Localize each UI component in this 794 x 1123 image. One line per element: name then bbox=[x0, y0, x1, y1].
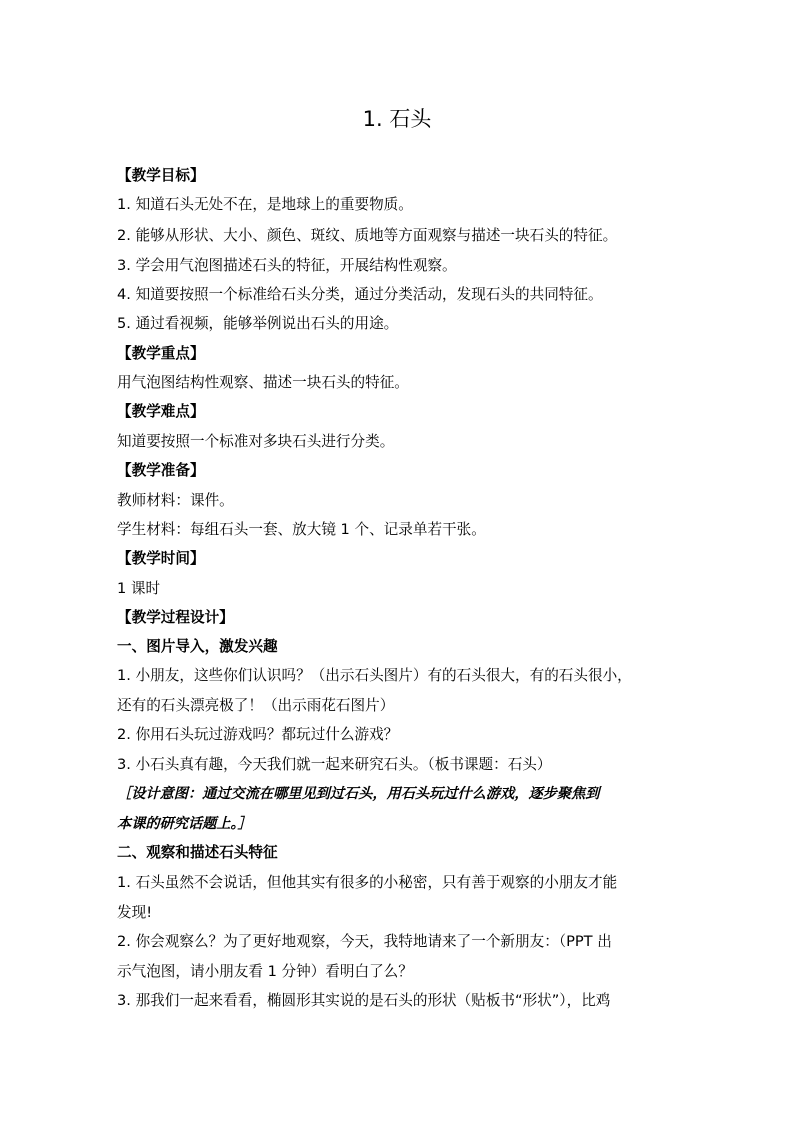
part1-heading: 一、图片导入，激发兴趣 bbox=[117, 638, 278, 655]
design-note-line-2: 本课的研究话题上。］ bbox=[117, 816, 252, 832]
page-title: 1. 石头 bbox=[362, 107, 432, 131]
part1-line-2: 还有的石头漂亮极了！（出示雨花石图片） bbox=[117, 697, 395, 714]
time-text: 1 课时 bbox=[117, 580, 161, 597]
part1-line-1: 1. 小朋友，这些你们认识吗？（出示石头图片）有的石头很大，有的石头很小， bbox=[117, 667, 632, 684]
part1-line-4: 3. 小石头真有趣，今天我们就一起来研究石头。（板书课题：石头） bbox=[117, 756, 552, 773]
prep-heading: 【教学准备】 bbox=[117, 462, 205, 479]
goal-item-3: 3. 学会用气泡图描述石头的特征，开展结构性观察。 bbox=[117, 257, 457, 274]
key-text: 用气泡图结构性观察、描述一块石头的特征。 bbox=[117, 374, 409, 391]
prep-student: 学生材料：每组石头一套、放大镜 1 个、记录单若干张。 bbox=[117, 521, 486, 538]
goal-item-2: 2. 能够从形状、大小、颜色、斑纹、质地等方面观察与描述一块石头的特征。 bbox=[117, 227, 618, 244]
goal-item-5: 5. 通过看视频，能够举例说出石头的用途。 bbox=[117, 315, 399, 332]
goals-heading: 【教学目标】 bbox=[117, 167, 205, 184]
key-heading: 【教学重点】 bbox=[117, 345, 205, 362]
part2-heading: 二、观察和描述石头特征 bbox=[117, 844, 278, 861]
part2-line-5: 3. 那我们一起来看看，椭圆形其实说的是石头的形状（贴板书“形状”），比鸡 bbox=[117, 992, 611, 1009]
process-heading: 【教学过程设计】 bbox=[117, 609, 234, 626]
part2-line-4: 示气泡图，请小朋友看 1 分钟）看明白了么？ bbox=[117, 963, 413, 980]
goal-item-4: 4. 知道要按照一个标准给石头分类，通过分类活动，发现石头的共同特征。 bbox=[117, 286, 603, 303]
part2-line-3: 2. 你会观察么？为了更好地观察，今天，我特地请来了一个新朋友：（PPT 出 bbox=[117, 933, 612, 950]
design-note-line-1: ［设计意图：通过交流在哪里见到过石头，用石头玩过什么游戏，逐步聚焦到 bbox=[117, 786, 600, 802]
difficulty-heading: 【教学难点】 bbox=[117, 403, 205, 420]
time-heading: 【教学时间】 bbox=[117, 550, 205, 567]
part2-line-2: 发现! bbox=[117, 904, 153, 921]
prep-teacher: 教师材料：课件。 bbox=[117, 492, 234, 509]
part2-line-1: 1. 石头虽然不会说话，但他其实有很多的小秘密，只有善于观察的小朋友才能 bbox=[117, 874, 618, 891]
part1-line-3: 2. 你用石头玩过游戏吗？都玩过什么游戏？ bbox=[117, 726, 399, 743]
goal-item-1: 1. 知道石头无处不在，是地球上的重要物质。 bbox=[117, 196, 413, 213]
difficulty-text: 知道要按照一个标准对多块石头进行分类。 bbox=[117, 433, 395, 450]
